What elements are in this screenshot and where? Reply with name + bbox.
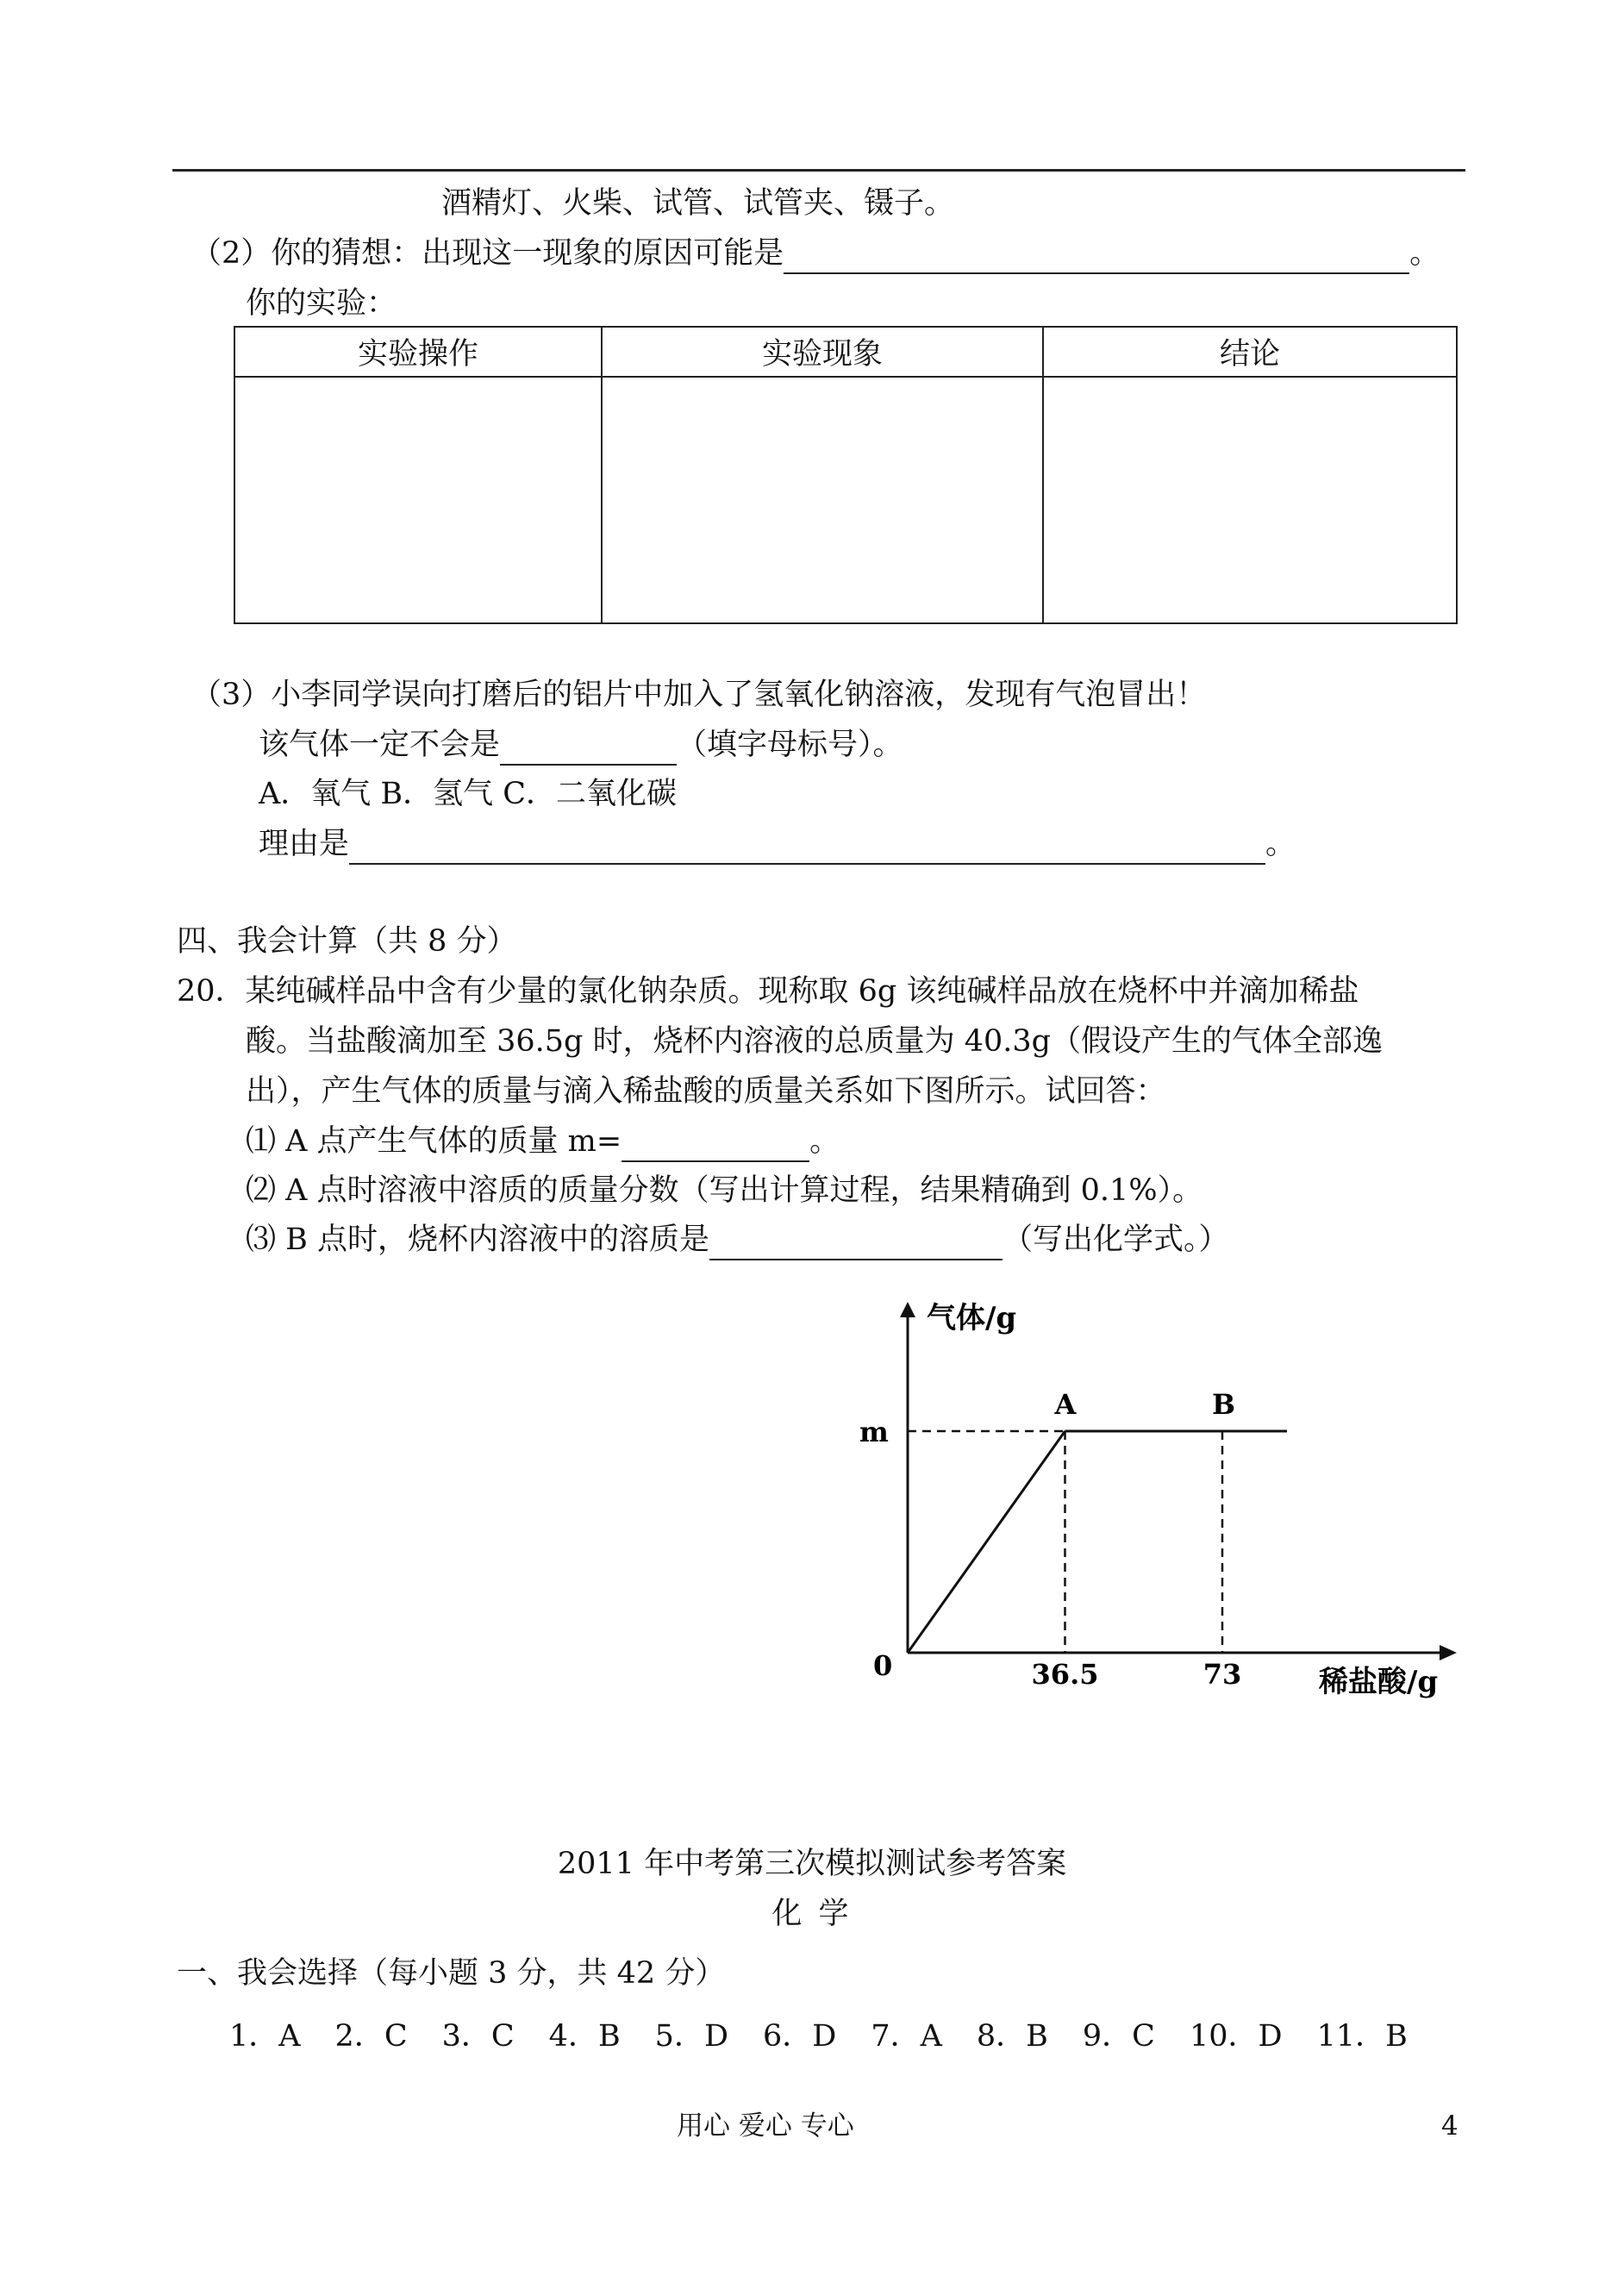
answer-item: 7．A xyxy=(871,2019,942,2054)
q20-sub1-suffix: 。 xyxy=(809,1124,840,1159)
answer-item: 5．D xyxy=(654,2019,729,2054)
x-tick-label: 73 xyxy=(1202,1658,1242,1691)
y-tick-label-m: m xyxy=(859,1416,889,1448)
equipment-list: 酒精灯、火柴、试管、试管夹、镊子。 xyxy=(441,186,955,221)
table-row xyxy=(234,377,1457,623)
x-axis-arrow xyxy=(1440,1645,1457,1660)
q3-line2 xyxy=(259,724,903,766)
origin-label: 0 xyxy=(873,1649,893,1682)
answer-subject: 化 学 xyxy=(771,1897,853,1931)
answer-item: 6．D xyxy=(763,2019,837,2054)
q3-reason-blank[interactable] xyxy=(349,829,1265,865)
q20-sub1-prefix: ⑴ A 点产生气体的质量 m= xyxy=(246,1124,622,1159)
table-header-row xyxy=(234,327,1457,377)
series-line-rise xyxy=(908,1431,1065,1653)
q3-gas-blank[interactable] xyxy=(500,729,677,766)
answer-item: 4．B xyxy=(548,2019,621,2054)
q20-m-blank[interactable] xyxy=(621,1126,809,1162)
y-axis-arrow xyxy=(900,1302,915,1317)
q2-guess-blank[interactable] xyxy=(784,238,1409,274)
q2-experiment-label: 你的实验： xyxy=(246,286,397,321)
answer-item: 2．C xyxy=(334,2019,408,2054)
q3-reason-suffix: 。 xyxy=(1265,827,1296,861)
x-axis-label: 稀盐酸/g xyxy=(1319,1665,1439,1699)
answer-title: 2011 年中考第三次模拟测试参考答案 xyxy=(557,1847,1067,1881)
table-cell-conclusion[interactable] xyxy=(1043,377,1457,623)
table-cell-operation[interactable] xyxy=(234,377,602,623)
page-number: 4 xyxy=(1441,2111,1458,2142)
q3-options: A．氧气 B．氢气 C．二氧化碳 xyxy=(259,777,678,811)
gas-vs-hcl-graph xyxy=(853,1285,1474,1733)
answer-item: 10．D xyxy=(1189,2019,1283,2054)
table-header: 实验操作 xyxy=(234,327,602,377)
q20-sub3-suffix: （写出化学式。） xyxy=(1002,1223,1229,1257)
q3-line2-suffix: （填字母标号）。 xyxy=(677,728,903,762)
table-header: 实验现象 xyxy=(602,327,1043,377)
q2-guess-suffix: 。 xyxy=(1409,236,1440,271)
q20-sub3 xyxy=(246,1219,1229,1260)
q2-guess xyxy=(191,233,1440,274)
table-header: 结论 xyxy=(1043,327,1457,377)
x-tick-label: 36.5 xyxy=(1031,1658,1099,1691)
section4-heading: 四、我会计算（共 8 分） xyxy=(177,924,517,959)
point-label-b: B xyxy=(1212,1388,1236,1421)
answer-section1-heading: 一、我会选择（每小题 3 分，共 42 分） xyxy=(177,1956,726,1991)
q2-guess-prefix: （2）你的猜想：出现这一现象的原因可能是 xyxy=(191,236,784,271)
q3-reason xyxy=(259,823,1296,865)
experiment-table xyxy=(234,326,1458,624)
q20-sub3-prefix: ⑶ B 点时，烧杯内溶液中的溶质是 xyxy=(246,1223,709,1257)
answer-list xyxy=(229,2016,1408,2057)
q3-line2-prefix: 该气体一定不会是 xyxy=(259,728,501,762)
table-cell-phenomenon[interactable] xyxy=(602,377,1043,623)
q20-line3: 出），产生气体的质量与滴入稀盐酸的质量关系如下图所示。试回答： xyxy=(246,1074,1166,1109)
answer-item: 3．C xyxy=(441,2019,515,2054)
q3-reason-prefix: 理由是 xyxy=(259,827,350,861)
answer-item: 8．B xyxy=(976,2019,1048,2054)
answer-item: 9．C xyxy=(1082,2019,1155,2054)
point-label-a: A xyxy=(1054,1388,1077,1421)
q20-line1: 20．某纯碱样品中含有少量的氯化钠杂质。现称取 6g 该纯碱样品放在烧杯中并滴加稀盐 xyxy=(177,974,1359,1009)
q20-sub1 xyxy=(246,1121,840,1162)
header-rule xyxy=(172,169,1465,172)
q20-line2: 酸。当盐酸滴加至 36.5g 时，烧杯内溶液的总质量为 40.3g（假设产生的气体全部逸 xyxy=(246,1024,1384,1059)
q20-solute-blank[interactable] xyxy=(709,1224,1003,1260)
q20-sub2: ⑵ A 点时溶液中溶质的质量分数（写出计算过程，结果精确到 0.1%）。 xyxy=(246,1173,1203,1208)
q3-line1: （3）小李同学误向打磨后的铝片中加入了氢氧化钠溶液，发现有气泡冒出！ xyxy=(191,678,1207,712)
footer-motto: 用心 爱心 专心 xyxy=(677,2111,854,2142)
answer-item: 11．B xyxy=(1316,2019,1408,2054)
answer-item: 1．A xyxy=(229,2019,301,2054)
y-axis-label: 气体/g xyxy=(927,1301,1017,1335)
